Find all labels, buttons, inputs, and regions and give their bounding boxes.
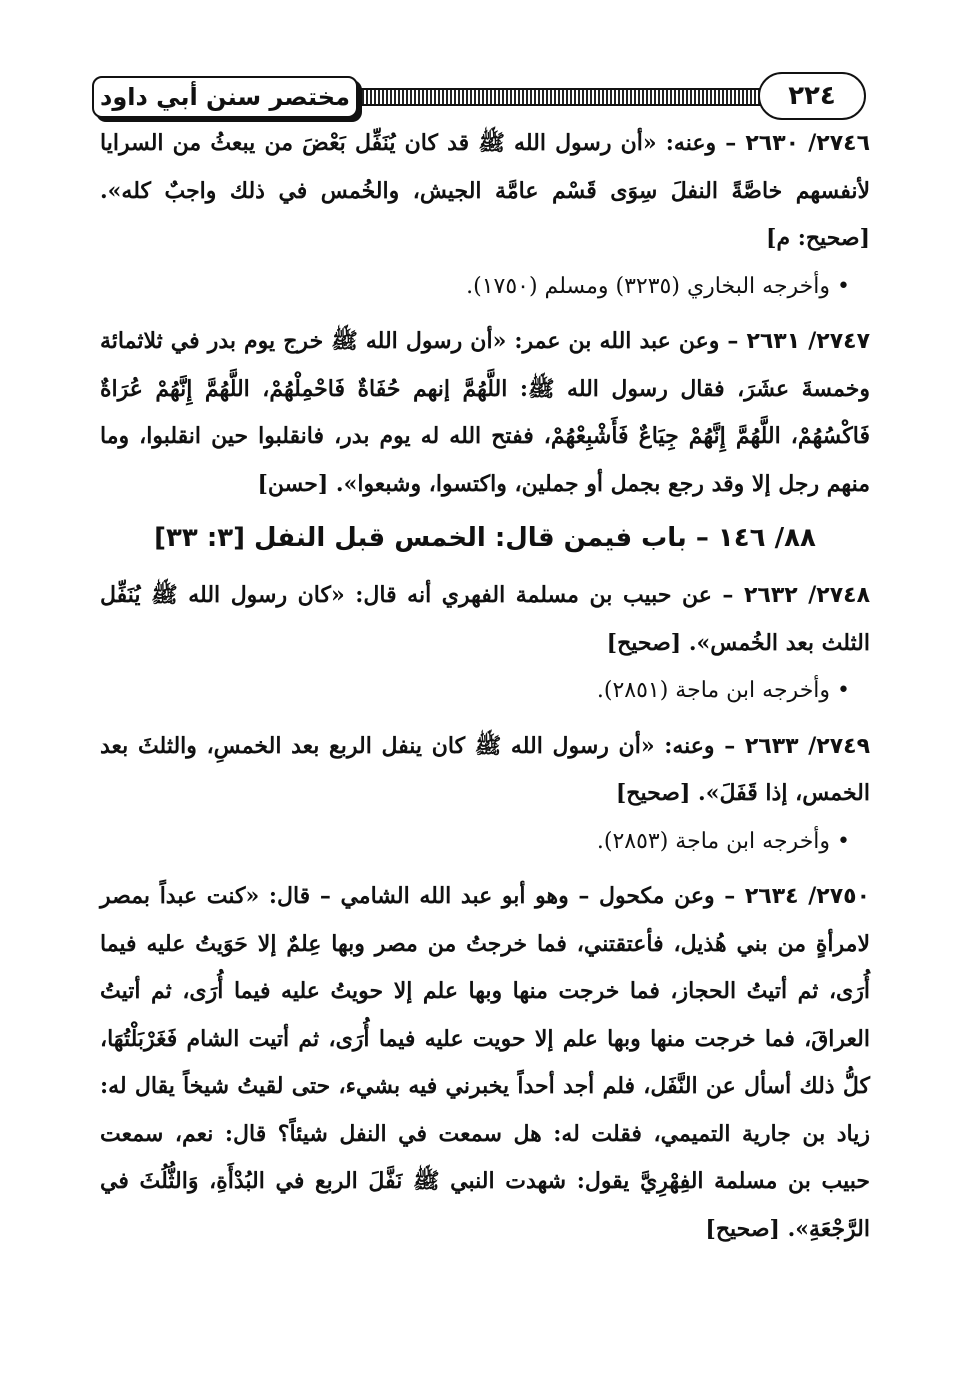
hadith-number: ٢٧٤٨/ ٢٦٣٢: [743, 583, 870, 608]
hadith-text: – وعن مكحول – وهو أبو عبد الله الشامي – قال: «كنت عبداً بمصر لامرأةٍ من بني هُذيل، فأعتقتني، فما خرجتُ من مصر وبها عِلمٌ إلا حَوَيتُ عليه فيما أُرَى، ثم أتيتُ الحجاز، فما خرجت منها وبها علم إلا حويتُ عليه فيما أُرَى، ثم أتيتُ العراقَ، فما خرجت منها وبها علم إلا حويت عليه فيما أُرَى، ثم أتيت الشام فَغَرْبَلْتُهَا، كلُّ ذلك أسأل عن النَّفَل، فلم أجد أحداً يخبرني فيه بشيء، حتى لقيتُ شيخاً يقال له: زياد بن جارية التميمي، فقلت له: هل سمعت في النفل شيئاً؟ قال: نعم، سمعت حبيب بن مسلمة الفِهْرِيَّ يقول: شهدت النبي ﷺ نَفَّلَ الربع في البُدْأَةِ، وَالثُّلُثَ في الرَّجْعَةِ». [صحيح]: [100, 883, 871, 1242]
hadith-text: – وعنه: «أن رسول الله ﷺ قد كان يُنَفِّل بَعْضَ من يبعثُ من السرايا لأنفسهم خاصَّةً النفلَ سِوَى قَسْم عامَّة الجيش، والخُمس في ذلك واجبٌ كله». [صحيح: م]: [100, 130, 870, 251]
page-body: [100, 120, 870, 1253]
hadith-entry: [100, 318, 870, 508]
hadith-number: ٢٧٤٩/ ٢٦٣٣: [744, 733, 870, 759]
takhrij-note: • وأخرجه ابن ماجة (٢٨٥٣).: [596, 828, 850, 854]
hadith-text: – وعن عبد الله بن عمر: «أن رسول الله ﷺ خرج يوم بدر في ثلاثمائة وخمسةَ عشَرَ، فقال رسول الله ﷺ: اللَّهُمَّ إنهم حُفَاةٌ فَاحْمِلْهُمْ، اللَّهُمَّ إِنَّهُمْ عُرَاةٌ فَاكْسُهُمْ، اللَّهُمَّ إِنَّهُمْ جِيَاعٌ فَأَشْبِعْهُمْ، ففتح الله له يوم بدر، فانقلبوا حين انقلبوا، وما منهم رجل إلا وقد رجع بجمل أو جملين، واكتسوا، وشبعوا». [حسن]: [100, 328, 870, 497]
chapter-heading: ٨٨/ ١٤٦ – باب فيمن قال: الخمس قبل النفل [٣: ٣٣]: [154, 523, 816, 553]
hadith-entry: [100, 572, 870, 667]
hadith-entry: [100, 120, 870, 263]
book-title: مختصر سنن أبي داود: [92, 76, 358, 118]
hadith-number: ٢٧٥٠/ ٢٦٣٤: [744, 884, 870, 909]
page-number: ٢٢٤: [758, 72, 866, 120]
hadith-text: – عن حبيب بن مسلمة الفهري أنه قال: «كان رسول الله ﷺ يُنَفِّل الثلث بعد الخُمس». [صحيح]: [100, 582, 870, 656]
hadith-number: ٢٧٤٧/ ٢٦٣١: [746, 329, 870, 354]
hadith-number: ٢٧٤٦/ ٢٦٣٠: [745, 131, 870, 156]
hadith-text: – وعنه: «أن رسول الله ﷺ كان ينفل الربع بعد الخمسِ، والثلثَ بعد الخمس، إذا قَفَلَ». [صحيح]: [100, 732, 870, 806]
takhrij-note: • وأخرجه البخاري (٣٢٣٥) ومسلم (١٧٥٠).: [466, 273, 850, 299]
hadith-entry: [100, 723, 870, 818]
hadith-entry: [100, 873, 870, 1253]
page-header: [92, 72, 870, 120]
takhrij-note: • وأخرجه ابن ماجة (٢٨٥١).: [596, 678, 850, 703]
